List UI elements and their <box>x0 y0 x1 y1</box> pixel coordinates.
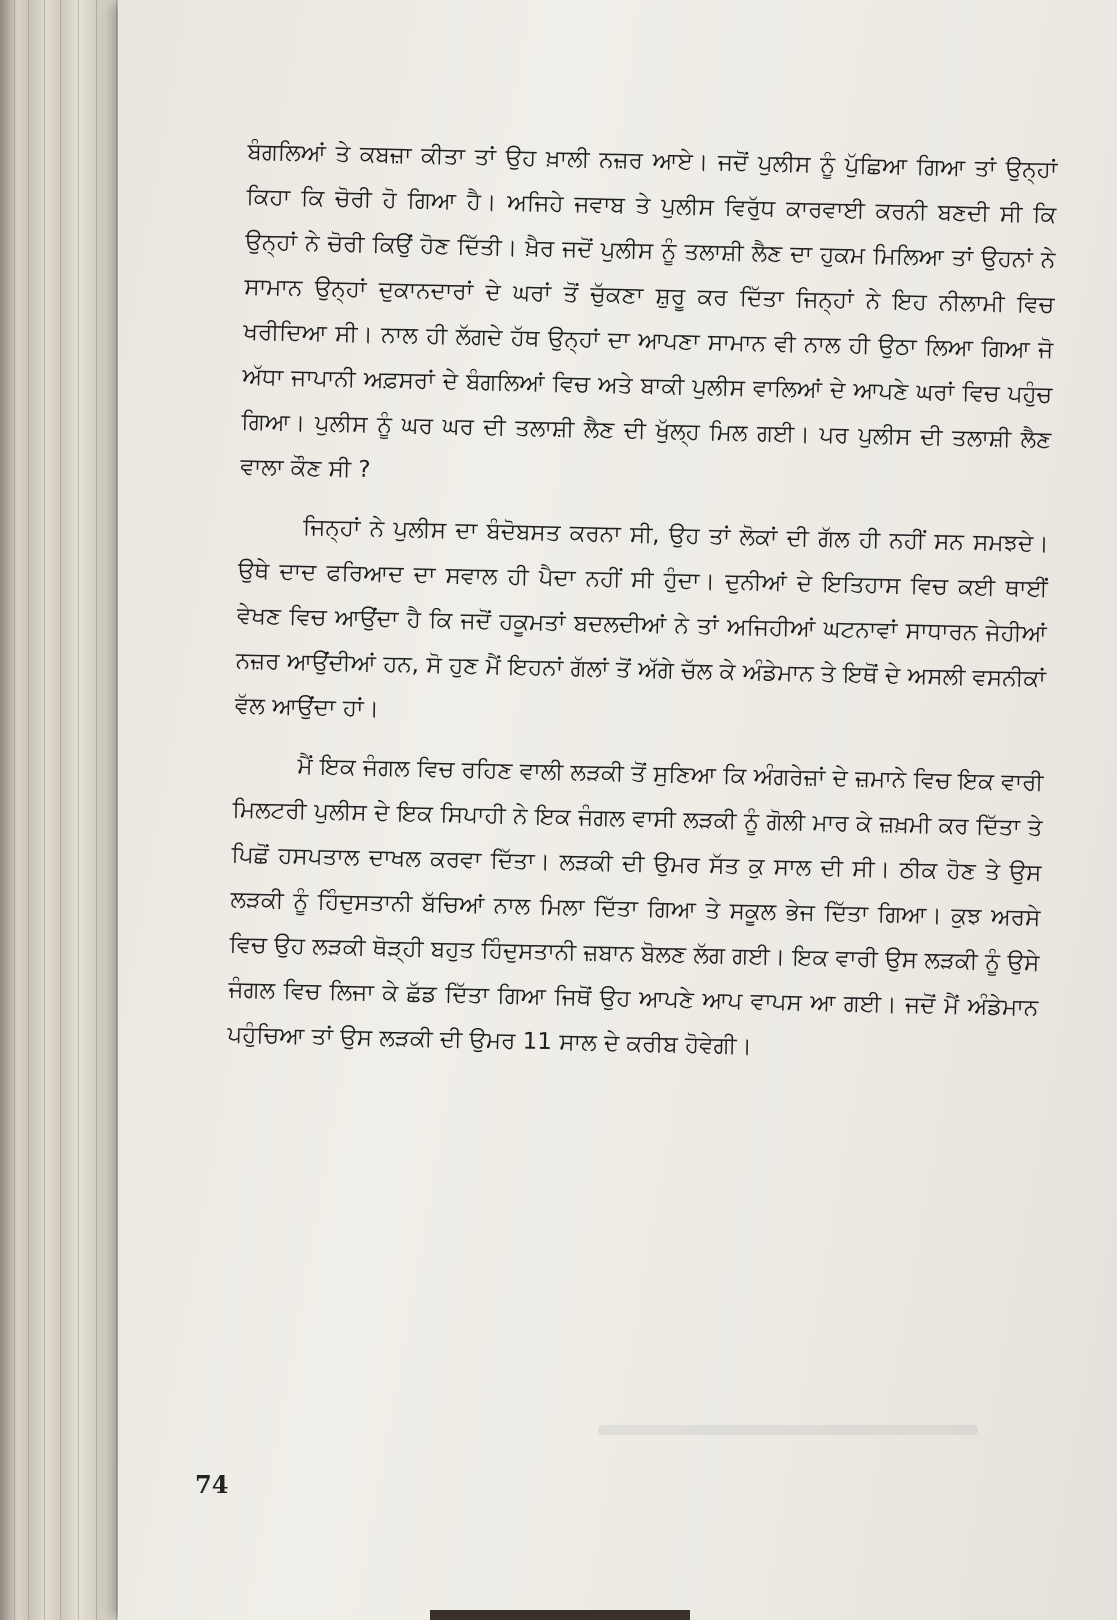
paragraph-1: ਬੰਗਲਿਆਂ ਤੇ ਕਬਜ਼ਾ ਕੀਤਾ ਤਾਂ ਉਹ ਖ਼ਾਲੀ ਨਜ਼ਰ ਆਏ। ਜਦੋਂ ਪੁਲੀਸ ਨੂੰ ਪੁੱਛਿਆ ਗਿਆ ਤਾਂ ਉਨ੍ਹਾਂ ਕਿਹਾ ਕਿ ਚੋਰੀ ਹੋ ਗਿਆ ਹੈ। ਅਜਿਹੇ ਜਵਾਬ ਤੇ ਪੁਲੀਸ ਵਿਰੁੱਧ ਕਾਰਵਾਈ ਕਰਨੀ ਬਣਦੀ ਸੀ ਕਿ ਉਨ੍ਹਾਂ ਨੇ ਚੋਰੀ ਕਿਉਂ ਹੋਣ ਦਿੱਤੀ। ਖ਼ੈਰ ਜਦੋਂ ਪੁਲੀਸ ਨੂੰ ਤਲਾਸ਼ੀ ਲੈਣ ਦਾ ਹੁਕਮ ਮਿਲਿਆ ਤਾਂ ਉਹਨਾਂ ਨੇ ਸਾਮਾਨ ਉਨ੍ਹਾਂ ਦੁਕਾਨਦਾਰਾਂ ਦੇ ਘਰਾਂ ਤੋਂ ਚੁੱਕਣਾ ਸ਼ੁਰੂ ਕਰ ਦਿੱਤਾ ਜਿਨ੍ਹਾਂ ਨੇ ਇਹ ਨੀਲਾਮੀ ਵਿਚ ਖਰੀਦਿਆ ਸੀ। ਨਾਲ ਹੀ ਲੱਗਦੇ ਹੱਥ ਉਨ੍ਹਾਂ ਦਾ ਆਪਣਾ ਸਾਮਾਨ ਵੀ ਨਾਲ ਹੀ ਉਠਾ ਲਿਆ ਗਿਆ ਜੋ ਅੱਧਾ ਜਾਪਾਨੀ ਅਫ਼ਸਰਾਂ ਦੇ ਬੰਗਲਿਆਂ ਵਿਚ ਅਤੇ ਬਾਕੀ ਪੁਲੀਸ ਵਾਲਿਆਂ ਦੇ ਆਪਣੇ ਘਰਾਂ ਵਿਚ ਪਹੁੰਚ ਗਿਆ। ਪੁਲੀਸ ਨੂੰ ਘਰ ਘਰ ਦੀ ਤਲਾਸ਼ੀ ਲੈਣ ਦੀ ਖੁੱਲ੍ਹ ਮਿਲ ਗਈ। ਪਰ ਪੁਲੀਸ ਦੀ ਤਲਾਸ਼ੀ ਲੈਣ ਵਾਲਾ ਕੌਣ ਸੀ ? <box>240 138 1058 483</box>
body-text <box>227 130 1058 1076</box>
background-bottom <box>430 1610 690 1620</box>
bleed-through-text <box>598 1425 978 1435</box>
paragraph-3: ਮੈਂ ਇਕ ਜੰਗਲ ਵਿਚ ਰਹਿਣ ਵਾਲੀ ਲੜਕੀ ਤੋਂ ਸੁਣਿਆ ਕਿ ਅੰਗਰੇਜ਼ਾਂ ਦੇ ਜ਼ਮਾਨੇ ਵਿਚ ਇਕ ਵਾਰੀ ਮਿਲਟਰੀ ਪੁਲੀਸ ਦੇ ਇਕ ਸਿਪਾਹੀ ਨੇ ਇਕ ਜੰਗਲ ਵਾਸੀ ਲੜਕੀ ਨੂੰ ਗੋਲੀ ਮਾਰ ਕੇ ਜ਼ਖ਼ਮੀ ਕਰ ਦਿੱਤਾ ਤੇ ਪਿਛੋਂ ਹਸਪਤਾਲ ਦਾਖਲ ਕਰਵਾ ਦਿੱਤਾ। ਲੜਕੀ ਦੀ ਉਮਰ ਸੱਤ ਕੁ ਸਾਲ ਦੀ ਸੀ। ਠੀਕ ਹੋਣ ਤੇ ਉਸ ਲੜਕੀ ਨੂੰ ਹਿੰਦੁਸਤਾਨੀ ਬੱਚਿਆਂ ਨਾਲ ਮਿਲਾ ਦਿੱਤਾ ਗਿਆ ਤੇ ਸਕੂਲ ਭੇਜ ਦਿੱਤਾ ਗਿਆ। ਕੁਝ ਅਰਸੇ ਵਿਚ ਉਹ ਲੜਕੀ ਥੋੜ੍ਹੀ ਬਹੁਤ ਹਿੰਦੁਸਤਾਨੀ ਜ਼ਬਾਨ ਬੋਲਣ ਲੱਗ ਗਈ। ਇਕ ਵਾਰੀ ਉਸ ਲੜਕੀ ਨੂੰ ਉਸੇ ਜੰਗਲ ਵਿਚ ਲਿਜਾ ਕੇ ਛੱਡ ਦਿੱਤਾ ਗਿਆ ਜਿਥੋਂ ਉਹ ਆਪਣੇ ਆਪ ਵਾਪਸ ਆ ਗਈ। ਜਦੋਂ ਮੈਂ ਅੰਡੇਮਾਨ ਪਹੁੰਚਿਆ ਤਾਂ ਉਸ ਲੜਕੀ ਦੀ ਉਮਰ 11 ਸਾਲ ਦੇ ਕਰੀਬ ਹੋਵੇਗੀ। <box>227 753 1044 1060</box>
book-page <box>118 0 1117 1620</box>
paragraph-2: ਜਿਨ੍ਹਾਂ ਨੇ ਪੁਲੀਸ ਦਾ ਬੰਦੋਬਸਤ ਕਰਨਾ ਸੀ, ਉਹ ਤਾਂ ਲੋਕਾਂ ਦੀ ਗੱਲ ਹੀ ਨਹੀਂ ਸਨ ਸਮਝਦੇ। ਉਥੇ ਦਾਦ ਫਰਿਆਦ ਦਾ ਸਵਾਲ ਹੀ ਪੈਦਾ ਨਹੀਂ ਸੀ ਹੁੰਦਾ। ਦੁਨੀਆਂ ਦੇ ਇਤਿਹਾਸ ਵਿਚ ਕਈ ਥਾਈਂ ਵੇਖਣ ਵਿਚ ਆਉਂਦਾ ਹੈ ਕਿ ਜਦੋਂ ਹਕੂਮਤਾਂ ਬਦਲਦੀਆਂ ਨੇ ਤਾਂ ਅਜਿਹੀਆਂ ਘਟਨਾਵਾਂ ਸਾਧਾਰਨ ਜੇਹੀਆਂ ਨਜ਼ਰ ਆਉਂਦੀਆਂ ਹਨ, ਸੋ ਹੁਣ ਮੈਂ ਇਹਨਾਂ ਗੱਲਾਂ ਤੋਂ ਅੱਗੇ ਚੱਲ ਕੇ ਅੰਡੇਮਾਨ ਤੇ ਇਥੋਂ ਦੇ ਅਸਲੀ ਵਸਨੀਕਾਂ ਵੱਲ ਆਉਂਦਾ ਹਾਂ। <box>234 514 1050 723</box>
page-number: 74 <box>195 1470 229 1499</box>
